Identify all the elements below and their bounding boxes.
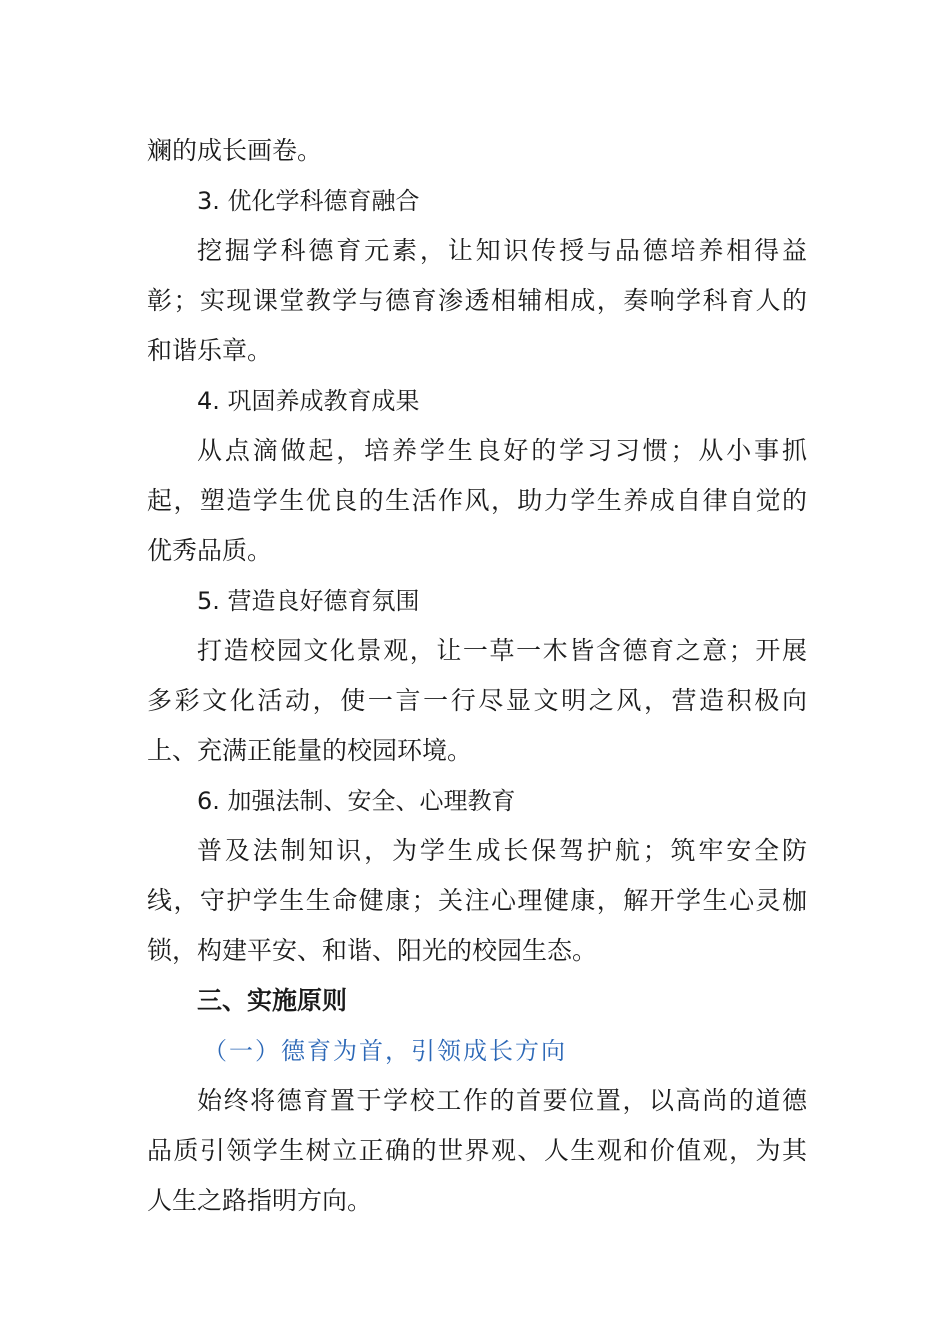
paragraph-line: 线，守护学生生命健康；关注心理健康，解开学生心灵枷	[147, 886, 807, 915]
paragraph-line: 起，塑造学生优良的生活作风，助力学生养成自律自觉的	[147, 486, 807, 515]
paragraph-line: 彰；实现课堂教学与德育渗透相辅相成，奏响学科育人的	[147, 286, 807, 315]
subheading-5: 5. 营造良好德育氛围	[197, 587, 420, 615]
paragraph-line: 和谐乐章。	[147, 336, 273, 365]
section-heading: 三、实施原则	[197, 986, 348, 1015]
paragraph-line: 优秀品质。	[147, 536, 273, 565]
subsection-heading: （一）德育为首，引领成长方向	[203, 1037, 567, 1065]
paragraph-line: 始终将德育置于学校工作的首要位置，以高尚的道德	[197, 1086, 807, 1115]
subheading-3: 3. 优化学科德育融合	[197, 187, 420, 215]
paragraph-line: 锁，构建平安、和谐、阳光的校园生态。	[147, 936, 598, 965]
paragraph-line: 上、充满正能量的校园环境。	[147, 736, 473, 765]
paragraph-line: 多彩文化活动，使一言一行尽显文明之风，营造积极向	[147, 686, 807, 715]
body-text	[147, 126, 807, 1226]
paragraph-line: 普及法制知识，为学生成长保驾护航；筑牢安全防	[197, 836, 807, 865]
paragraph-line: 斓的成长画卷。	[147, 136, 323, 165]
paragraph-line: 从点滴做起，培养学生良好的学习习惯；从小事抓	[197, 436, 807, 465]
paragraph-line: 打造校园文化景观，让一草一木皆含德育之意；开展	[197, 636, 807, 665]
subheading-4: 4. 巩固养成教育成果	[197, 387, 420, 415]
paragraph-line: 品质引领学生树立正确的世界观、人生观和价值观，为其	[147, 1136, 807, 1165]
paragraph-line: 人生之路指明方向。	[147, 1186, 373, 1215]
subheading-6: 6. 加强法制、安全、心理教育	[197, 787, 516, 815]
paragraph-line: 挖掘学科德育元素，让知识传授与品德培养相得益	[197, 236, 807, 265]
